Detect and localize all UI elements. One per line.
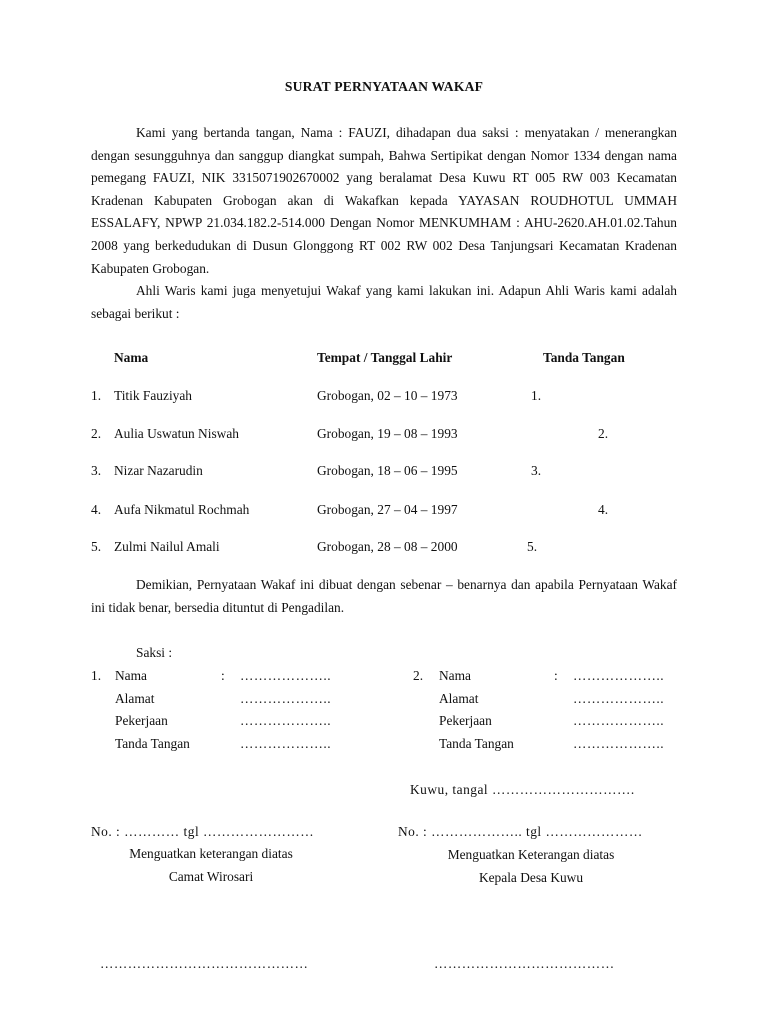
witness-field-colon: : [221,668,225,683]
heirs-header-name: Nama [114,350,149,365]
statement-paragraph: Kami yang bertanda tangan, Nama : FAUZI, dihadapan dua saksi : menyatakan / menerangkan dengan sesungguhnya dan sanggup diangkat sumpah, Bahwa Sertipikat dengan Nomor 1334 dengan nama pemegang FAUZI, NIK 3315071902670002 yang beralamat Desa Kuwu RT 005 RW 003 Kecamatan Kradenan Kabupaten Grobogan akan di Wakafkan kepada YAYASAN ROUDHOTUL UMMAH ESSALAFY, NPWP 21.034.182.2-514.000 Dengan Nomor MENKUMHAM : AHU-2620.AH.01.02.Tahun 2008 yang berkedudukan di Dusun Glonggong RT 002 RW 002 Desa Tanjungsari Kecamatan Kradenan Kabupaten Grobogan. [91,125,677,276]
heir-row-signature: 3. [531,463,542,478]
heir-row-number: 3. [91,463,102,478]
heir-row-birth: Grobogan, 18 – 06 – 1995 [317,463,458,478]
witness-number: 2. [413,668,424,683]
witness-number: 1. [91,668,102,683]
heir-row-birth: Grobogan, 19 – 08 – 1993 [317,426,458,441]
heir-row-number: 5. [91,539,102,554]
endorsement-number-line: No. : ………… tgl …………………… [91,824,315,839]
endorsement-signature-line: ……………………………………… [100,956,309,971]
witness-field-label: Alamat [439,691,479,706]
heir-row-name: Nizar Nazarudin [114,463,203,478]
heirs-header-birth: Tempat / Tanggal Lahir [317,350,453,365]
witness-field-label: Nama [439,668,471,683]
heir-row-birth: Grobogan, 02 – 10 – 1973 [317,388,458,403]
witness-field-blank: ……………….. [573,713,665,728]
heir-row-number: 4. [91,502,102,517]
document-title: SURAT PERNYATAAN WAKAF [284,79,484,94]
witnesses-heading: Saksi : [136,645,173,660]
witness-field-blank: ……………….. [573,691,665,706]
endorsement-signature-line: ………………………………… [434,956,615,971]
closing-body [91,574,677,619]
endorsement-official: Camat Wirosari [168,869,254,884]
heir-row-birth: Grobogan, 27 – 04 – 1997 [317,502,458,517]
heir-row-name: Titik Fauziyah [114,388,192,403]
witness-field-blank: ……………….. [240,668,332,683]
statement-body [91,122,677,325]
heir-row-number: 1. [91,388,102,403]
endorsement-official: Kepala Desa Kuwu [478,870,584,885]
heir-row-name: Aufa Nikmatul Rochmah [114,502,250,517]
heir-row-signature: 1. [531,388,542,403]
witness-field-blank: ……………….. [573,668,665,683]
endorsement-caption: Menguatkan Keterangan diatas [447,847,615,862]
witness-field-label: Nama [115,668,147,683]
closing-paragraph: Demikian, Pernyataan Wakaf ini dibuat dengan sebenar – benarnya dan apabila Pernyataan Wakaf ini tidak benar, bersedia dituntut di Pengadilan. [91,577,677,615]
heirs-intro-paragraph: Ahli Waris kami juga menyetujui Wakaf yang kami lakukan ini. Adapun Ahli Waris kami adalah sebagai berikut : [91,283,677,321]
witness-field-label: Pekerjaan [115,713,168,728]
heir-row-signature: 4. [598,502,609,517]
witness-field-blank: ……………….. [240,691,332,706]
heir-row-name: Zulmi Nailul Amali [114,539,220,554]
heirs-header-signature: Tanda Tangan [543,350,625,365]
witness-field-label: Tanda Tangan [439,736,514,751]
witness-field-label: Pekerjaan [439,713,492,728]
place-date-line: Kuwu, tangal …………………………. [410,782,635,797]
witness-field-label: Alamat [115,691,155,706]
witness-field-blank: ……………….. [573,736,665,751]
heir-row-number: 2. [91,426,102,441]
heir-row-signature: 2. [598,426,609,441]
witness-field-label: Tanda Tangan [115,736,190,751]
endorsement-caption: Menguatkan keterangan diatas [129,846,293,861]
heir-row-signature: 5. [527,539,538,554]
witness-field-colon: : [554,668,558,683]
heir-row-name: Aulia Uswatun Niswah [114,426,239,441]
witness-field-blank: ……………….. [240,736,332,751]
witness-field-blank: ……………….. [240,713,332,728]
heir-row-birth: Grobogan, 28 – 08 – 2000 [317,539,458,554]
endorsement-number-line: No. : ……………….. tgl ………………… [398,824,643,839]
